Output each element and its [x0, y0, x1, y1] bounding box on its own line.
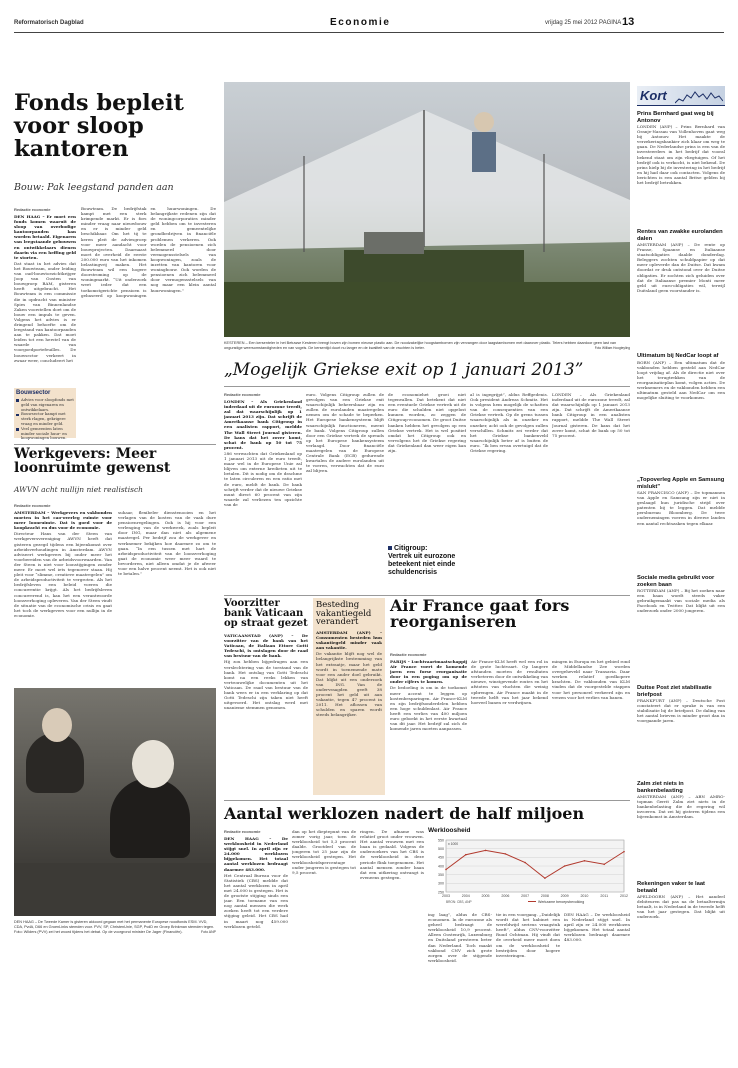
fonds-text-1: Dat staat in het advies dat het Bouwteam, onder leiding van oud-bouwtoezichtkrijger Joop van Oosten van bouwgroep BAM, gisteren heeft uitgebracht. Het Bouwteam is een commissie die in opdracht van minister Spies van Binnenlandse Zaken voorstellen doet om de bouw een impuls te geven. Volgens het advies is er dringend behoefte om de leegstand van kantoorpanden aan te pakken. Dat moet leiden tot een herstel van de waarde van voorgoedportefeuilles. De bouwsector verkeert in zwaar weer, concludeert het: [14, 260, 76, 363]
bullet-square: [388, 546, 392, 550]
fonds-body-col2: Bouwteam. De bedrijfstak kampt met een sterk krimpende markt. Er is fors minder vraag naar nieuwbouw en er is minder geld beschikbaar. Om het tij te keren pleit de adviesgroep voor meer aandacht voor bouwprojecten. Daarnaast moet de overheid de eerste 200.000 euro van het inkomen belastingvrij maken. Het Bouwteam wil een hogere doorstroming op de woningmarkt. “Uit onderzoek weet ieder dat een toekomstgerichte pensioen is gebaseerd op koopwoningen en huurwoningen. De belangrijkste redenen zijn dat de woningcorporaties minder geld hebben om te investeren en gemeentelijke grondbedrijven in financiële problemen verkeren. Ook worden de pensioenen zich belemmerd door vermogensstelsels van koopwoningen, zoals de inzetten van kantoren voor woningbouw. Ook worden de pensioenen zich belemmerd door vermogensstelsels van nog maar een klein aantal huurwoningen.”: [81, 206, 216, 298]
werkloosheid-lead: DEN HAAG – De werkloosheid in Nederland stijgt snel. In april zijn er 24.000 werklozen bijgekomen. Het totaal aantal werklozen bedraagt daarmee 483.000.: [224, 836, 288, 872]
chart-source: BRON: CBS, ANP: [446, 900, 472, 904]
chart-title: Werkloosheid: [428, 827, 471, 834]
griekse-headline: „Mogelijk Griekse exit op 1 januari 2013”: [224, 360, 584, 380]
chart-x-tick: 2010: [580, 894, 589, 898]
besteding-lead: AMSTERDAM (ANP) – Consumenten besteden hun vakantiegeld minder vaak aan vakantie.: [316, 629, 382, 651]
kort-item-title: Prins Bernhard gaat weg bij Antonov: [637, 111, 714, 124]
kort-column: [637, 111, 725, 1061]
chart-x-tick: 2003: [442, 894, 450, 898]
kort-item-text: AMSTERDAM (ANP) – De rente op Franse, Spaanse en Italiaanse staatsobligaties daalde donderdag. Beleggers zochten schuldpapier op dat meer opleverde dan de Duitse. Dat kwam doordat er druk ontstond over de Duitse obligaties. Er zochten zich geluiden over dat de Italiaanse premier Monti meer geld uit euro-obligaties wil, terwijl Duitsland geen voorstander is.: [637, 242, 725, 293]
besteding-text: De vakantie blijft nog wel de belangrijkste bestemming van het extraatje, maar het geld wordt in toenemende mate voor een ander doel gebruikt. Dat blijkt uit een onderzoek van ING. Van de ondervraagden geeft 38 procent het geld uit aan vakantie, tegen 47 procent in 2011. Het aflossen van schulden en sparen wordt steeds belangrijker.: [316, 651, 382, 718]
besteding-box: [313, 598, 385, 795]
chart-point: [485, 850, 487, 852]
kort-item-title: Rentes van zwakke eurolanden dalen: [637, 229, 723, 242]
photo-main-caption: [224, 341, 630, 355]
photo-small-caption-text: DEN HAAG – De Tweede Kamer is gisteren akkoord gegaan met het permanente Europese noodfonds ESM. VVD, CDA, PvdA, D66 en GroenLinks stemden voor. PVV, SP, ChristenUnie, SGP, PvdD en Groep Brinkman stemden tegen. Foto: Wilders (PVV) zei het woord tijdens het debat. Op de voorgrond minister De Jager (Financiën).: [14, 920, 215, 934]
bouwsector-box: [14, 388, 76, 441]
airfrance-body-col2: Air France-KLM heeft wel een rol in de grote luchtvaart. Op langere afstanden moeten de resultaten verbeteren door de ontwikkeling van nieuwe, winstgevende routes en het afstoten van vluchten die weinig opbrengen. Air France maakt in de tweede helft van het jaar bekend hoeveel banen er verdwijnen.: [471, 659, 548, 705]
kort-item: [637, 353, 725, 477]
worker-head: [474, 112, 494, 132]
photo-small-caption: [14, 920, 216, 960]
kort-item-title: Rekeningen vaker te laat betaald: [637, 881, 705, 894]
werkgevers-byline: Redactie economie: [14, 503, 51, 508]
kort-item: [637, 881, 725, 1021]
chart-y-tick: 550: [438, 838, 444, 843]
chart-point: [603, 863, 605, 865]
werkloosheid-body-col1: [224, 836, 288, 964]
besteding-body: [316, 630, 382, 798]
airfrance-body-col3: mingen in Europa en het gebied rond de Middellandse Zee worden overgeheveld naar Transavia. Daar werken relatief goedkopere krachten. De vakbonden van KLM vinden dat de voorgestelde stappen voor het personeel verkeerd zijn en vrezen voor het verlies van banen.: [552, 659, 630, 700]
bouwsector-item: Bouwsector kampt met sterk rlagen, gekrigere vraag en minder geld.: [16, 412, 74, 426]
werkgevers-body-col1: [14, 510, 112, 682]
kort-item-title: Sociale media gebruikt voor zoeken baan: [637, 575, 715, 588]
kort-skyline-icon: [675, 89, 723, 104]
tractor-cab: [364, 232, 424, 254]
chart-point: [564, 865, 566, 867]
werkloosheid-body-col3: ringen. De afname was relatief groot onder vrouwen. Het aantal vrouwen met een baan is gedaald. Volgens de onderzoekers van het CBS is de werkloosheid in deze periode flink toegenomen. Het aantal mensen zonder baan dat een uitkering ontvangt is eveneens gestegen.: [360, 829, 424, 880]
chart-x-tick: 2011: [600, 894, 609, 898]
chart-y-tick: 300: [438, 881, 444, 886]
chart-point: [445, 869, 447, 871]
werkgevers-text-1: Directeur Hans van der Steen van werkgeversvereniging AWVN heeft dat gisteren gezegd tijdens een bijeenkomst over arbeidsverhoudingen in Amsterdam. AWVN adviseert werkgevers bij onder meer het voorbereiden van de arbeidsvoorwaarden. Van der Steen is niet voor loonstijgingen zonder meer. Er moet wel iets tegenover staan. Hij pleit voor “slimme, creatieve maatregelen” om de arbeidsproductiviteit te vergroten. Als het bedrijfsleven een beleid voeren die concurrentie krijgt. Als het bedrijfsleven concurrerend is, kan het een verantwoorde loonsverhoging opleveren. Van der Steen vindt de situatie van de economische crisis en gaat het toch de werkgevers voor een nullijn in de economie.: [14, 531, 112, 618]
chart-x-tick: 2006: [501, 894, 510, 898]
kort-item: [637, 781, 725, 881]
werkgevers-subtitle: AWVN acht nullijn niet realistisch: [14, 485, 143, 494]
chart-svg: [428, 836, 630, 909]
voorzitter-headline: Voorzitter bank Vaticaan op straat gezet: [224, 598, 308, 630]
kort-item-text: APELDOORN (ANP) – Het aandeel debiteuren dat pas na de betaaltermijn betaalt, is in Nederland in de tweede helft van het jaar gestegen. Dat blijkt uit onderzoek.: [637, 894, 725, 920]
person-head: [42, 708, 72, 742]
citigroup-text: Vertrek uit eurozone beteekent niet einde schuldencrisis: [388, 553, 456, 576]
werkloosheid-text-1: Het Centraal Bureau voor de Statistiek (CBS) meldde dat het aantal werklozen in april met 24.000 is gestegen. Het is de grootste stijging sinds een jaar. Een toename van een nog aantal mensen die werk zoeken heeft tot een verdere stijging geleid. Het CBS had in maart nog 459.000 werklozen geteld.: [224, 872, 288, 929]
person-head: [132, 740, 174, 788]
griekse-text-1: 286 verwachten dat Griekenland op 1 januari 2013 uit de euro treedt, maar wel in de Europese Unie zal blijven om externe kredieten uit te betalen. Dit is nodig om de drachme te laten circuleren en een ratio met de euro, meldt de bank. De bank schrijft verder dat de nieuwe Griekse munt direct 60 procent van zijn waarde zal verliezen ten opzichte van de: [224, 450, 302, 507]
chart-x-tick: 2009: [560, 894, 569, 898]
kort-item-title: Duitse Post ziet stabilisatie briefpost: [637, 685, 712, 698]
kort-banner: [637, 86, 725, 106]
chart-y-tick: 500: [438, 846, 444, 851]
werkgevers-body-col2: suhaar, flexibeler dienstenooien en het verlagen van de kosten van de vaak dure pensioenregelingen. Ook is hij voor een verlenging van de werkweek, zoals bepleit door ING, maar dan niet als algemene maatregel. Per bedrijf zou de werkgever en werknemer bekijken hoe daarmee zo om te gaan. “In een tussen met hart de arbeidsproductiviteit van de loonsverhoging gaat de economie weer meer waard te bevorderen, niet alleen omdat je de afweer voor een halve procent neemt. Het is ook niet te betalen.”: [118, 510, 216, 577]
issue-date: vrijdag 25 mei 2012 PAGINA: [545, 20, 622, 26]
photo-small-credit: Foto ANP: [201, 929, 216, 934]
divider: [224, 800, 630, 801]
chart-x-tick: 2007: [521, 894, 530, 898]
griekse-body-col1: [224, 399, 302, 589]
citigroup-heading: Citigroup:: [394, 545, 428, 552]
kort-item-text: BORN (ANP) – Een ultimatum dat de vakbonden hebben gesteld aan NedCar loopt vrijdag af. Als de directie niet over het terugtrekken van de reorganisatieplan komt, volgen acties. De werknemers en de vakbonden hebben een ultimatum gesteld aan NedCar om een mogelijke sluiting te voorkomen.: [637, 359, 725, 401]
bouwsector-list: [16, 398, 74, 441]
voorzitter-text: Hij zou hebben bijgedragen aan een verslechtering van de toestand van de bank. Het ontslag van Gotti Tedeschi komt na een reeks lekken van vertrouwelijke documenten uit het Vaticaan. De raad van bestuur van de bank wees er in een verklaring op dat Gotti Tedeschi zijn taken niet heeft uitgevoerd. Het ontslag werd met unanieme stemmen genomen.: [224, 659, 308, 711]
person-silhouette: [26, 733, 84, 793]
chart-point: [544, 877, 546, 879]
chart-point: [623, 851, 625, 853]
divider: [224, 386, 630, 387]
kort-item-title: Ultimatum bij NedCar loopt af: [637, 353, 719, 359]
chart-x-tick: 2005: [481, 894, 490, 898]
griekse-body-col3: de economiehet groei niet tegenvallen. Dat betekent dat niet een eventuele Griekse vertrek uit de euro die schulden niet opgelost kunnen worden, zo zeggen de Citigroup-economen. De groot Duitse banken hebben het gevolgen op een Griekse vertrek. Het is wel positief omdat het Citigroup ook en vervolgens het de Griekse regering dat Griekenland dan weer eigen kan zijn.: [388, 392, 466, 454]
kort-item-text: ROTTERDAM (ANP) – Bij het zoeken naar een baan wordt steeds vaker gebruikgemaakt van sociale media als Facebook en Twitter. Dat blijkt uit een onderzoek onder 2000 jongeren.: [637, 588, 725, 614]
werkgevers-headline: Werkgevers: Meer loonruimte gewenst: [14, 446, 171, 477]
photo-main-caption-text: KESTEREN – Een kersenteler in het Betuwse Kesteren brengt boven zijn bomen nieuwe plastic aan. De noodzakelijke hoogstambomen zijn vervangen door laagstambomen met daarover plastic. Telers hebben daardoor geen last van ongunstige weersomstandigheden en van vogels. De kersentijd duurt nu langer en de kwaliteit van de vruchten is beter.: [224, 341, 617, 350]
chart-x-tick: 2012: [620, 894, 628, 898]
chart-y-tick: 350: [438, 872, 444, 877]
page-number: 13: [622, 16, 635, 28]
chart-point: [465, 854, 467, 856]
werkloosheid-headline: Aantal werklozen nadert de half miljoen: [224, 804, 585, 823]
chart-x-tick: 2008: [540, 894, 549, 898]
fonds-subtitle: Bouw: Pak leegstand panden aan: [14, 182, 174, 193]
chart-legend-label: Werkzame beroepsbevolking: [538, 900, 585, 904]
airfrance-byline: Redactie economie: [390, 652, 427, 657]
kort-item-text: SAN FRANCISCO (ANP) – De topmannen van Apple en Samsung zijn er niet in geslaagd hun juridische strijd over patenten bij te leggen. Dat meldde persbureau Bloomberg. De twee ondernemingen voeren in diverse landen een aantal rechtszaken tegen elkaar.: [637, 490, 725, 526]
kort-item: [637, 229, 725, 353]
chart-point: [584, 860, 586, 862]
griekse-byline: Redactie economie: [224, 392, 261, 397]
kort-item-text: LONDEN (ANP) – Prins Bernhard van Oranje-Nassau van Vollenhoven gaat weg bij Antonov. Het maakte de verzekeringsbankier zich klaar om weg te gaan. De Nederlandse prins is een van de investeerders in het bedrijf dat vooral bekend staat om zijn vliegtuigen. Of het bedrijf ook is verkocht, is niet bekend. De prins hielp bij de investering in het bedrijf en hij had daar ook contacten. Volgens de berichten is een aantal Britse gelden bij het bedrijf betrokken.: [637, 124, 725, 186]
kort-item-text: FRANKFURT (ANP) – Deutsche Post constateert dat er sprake is van een stabilisatie bij de briefpost. De daling van het aantal brieven is minder groot dan in voorgaande jaren.: [637, 698, 725, 724]
werkloosheid-body-col4: ing laag”, aldus de CBS-economen. In de eurozone als geheel bedraagt de werkloosheid 10,9 procent. Alleen Oostenrijk, Luxemburg en Duitsland presteren beter dan Nederland. Toch maakt vakbond CNV zich grote zorgen over de stijgende werkloosheid.: [428, 912, 492, 963]
masthead-rule: [14, 32, 724, 33]
parliament-photo: [14, 688, 216, 916]
section-title: Economie: [330, 17, 391, 28]
werkloosheid-body-col5: tie in een voorgang. „Duidelijk wordt dat het kabinet een wereldwijd serieus vraagstuk heeft”, aldus CNV-voorzitter Ruud Ochtman. Hij vindt dat de overheid meer moet doen om de werkloosheid te bestrijden door hogere investeringen.: [496, 912, 560, 958]
chart-y-label: x 1000: [448, 842, 459, 846]
unemployment-chart: [428, 827, 630, 909]
photo-main-credit: Foto William Hoogteyling: [594, 345, 630, 350]
chart-x-tick: 2004: [461, 894, 470, 898]
airfrance-body-col1: [390, 659, 467, 795]
orchard-illustration: [224, 82, 630, 337]
kort-item-title: Zalm ziet niets in bankenbelasting: [637, 781, 684, 794]
fonds-byline: Redactie economie: [14, 207, 51, 212]
airfrance-headline: Air France gaat fors reorganiseren: [390, 596, 570, 632]
fonds-headline: Fonds bepleit voor sloop kantoren: [14, 90, 184, 162]
voorzitter-lead: VATICAANSTAD (ANP) – De voorzitter van de bank van het Vaticaan, de Italiaan Ettore Gotti Tedeschi, is ontslagen door de raad van bestuur van de bank.: [224, 633, 308, 659]
airfrance-lead: PARIJS – Luchtvaartmaatschappij Air France voert de komende jaren een forse reorganisatie door in een poging om op de onder cijfers te komen.: [390, 659, 467, 685]
kort-logo: Kort: [640, 88, 667, 103]
griekse-body-col5: LONDEN – Als Griekenland inderdaad uit de eurozone treedt, zal dat waarschijnlijk op 1 januari 2013 zijn. Dat schrijft de Amerikaanse bank Citigroup in een analisten rapport, meldde The Wall Street Journal gisteren. De kans dat het zover komt, schat de bank op 50 tot 75 procent.: [552, 392, 630, 438]
griekse-lead: LONDEN – Als Griekenland inderdaad uit de eurozone treedt, zal dat waarschijnlijk op 1 januari 2013 zijn. Dat schrijft de Amerikaanse bank Citigroup in een analisten rapport, meldde The Wall Street Journal gisteren. De kans dat het zover komt, schat de bank op 50 tot 75 procent.: [224, 399, 302, 450]
griekse-body-col2: euro. Volgens Citigroup zullen de gevolgen van een Griekse exit waarschijnlijk beheersbaar zijn en zullen de eurolanden maatregelen nemen om de schade te beperken. Het Europese bankensysteem blijft waarschijnlijk functioneren, meent de bank. Volgens Citigroup zullen door een Griekse vertrek de spreads op het Europese bankensysteem verlaagd. Door financiële maatregelen van de Europese Centrale Bank (ECB) gedurende kwartalen de andere eurolanden uit te voeren, verwachten dat de euro zal blijven.: [306, 392, 384, 474]
chart-y-tick: 450: [438, 855, 444, 860]
kort-item: [637, 685, 725, 781]
werkloosheid-byline: Redactie economie: [224, 829, 261, 834]
werkloosheid-body-col6: DEN HAAG – De werkloosheid in Nederland stijgt snel. In april zijn er 24.000 werklozen bijgekomen. Het totaal aantal werklozen bedraagt daarmee 483.000.: [564, 912, 630, 943]
voorzitter-body: [224, 633, 308, 795]
chart-point: [505, 853, 507, 855]
werkloosheid-body-col2: dan op het dieptepunt van de zomer vorig jaar, toen de werkloosheid tot 5,3 procent daalde. Grootdeel van de jongeren tot 25 jaar zijn de werkloosheid gestegen. Het werkloosheidspercentage onder jongeren is gestegen tot 9,5 procent.: [292, 829, 356, 875]
fonds-body-col1: [14, 214, 76, 390]
bouwsector-item: Advies voor sloopfonds met geld van eigenaren en ontwikkelaars.: [16, 398, 74, 412]
cherry-orchard-photo: [224, 82, 630, 337]
kort-item: [637, 575, 725, 685]
bouwsector-heading: Bouwsector: [16, 390, 51, 396]
plastic-cover: [224, 110, 630, 250]
kort-item: [637, 111, 725, 229]
fonds-lead: DEN HAAG – Er moet een fonds komen waaruit de sloop van overbodige kantoorpanden kan worden betaald. Eigenaren van leegstaande gebouwen en ontwikkelaars dienen daarin via een heffing geld te storten.: [14, 214, 76, 260]
bench: [14, 863, 216, 916]
worker-body: [472, 132, 496, 172]
paper-name: Reformatorisch Dagblad: [14, 20, 84, 26]
person-silhouette: [110, 778, 190, 858]
chart-y-tick: 400: [438, 864, 444, 869]
kort-item-title: „Topoverleg Apple en Samsung mislukt”: [637, 477, 725, 490]
griekse-body-col4: al is ingegrijpt”, aldus Reffgedenis. Ook president Andreas Schmitz. Het is volgens hem mogelijk de schatten van de consequenties van een Griekse vertrek. Op de grens tussen waarschijnlijk als in onzeker en onzeker, acht ook de gevolgen zullen verschillen. Schmitz zei verder dat het Griekse bankenveld waarschijnlijk beter af is buiten de euro. “Ik ben ervan overtuigd dat de Griekse regering.: [470, 392, 548, 454]
airfrance-text-1: De bedoeling is om in de toekomst meer accent te leggen op kostenbesparingen. Air France-KLM en zijn bedrijfsonderdelen hebben een hoge schuldenlast. Air France heeft een verlies van 400 miljoen euro geboekt in het eerste kwartaal van dit jaar. Het bedrijf zal zich de komende jaren moeten aanpassen.: [390, 685, 467, 732]
werkgevers-lead: AMSTERDAM – Werkgevers en vakbonden moeten in het cao-overleg ruimte voor meer loonruimte. Dat is goed voor de koopkracht en dus voor de economie.: [14, 510, 112, 531]
chart-point: [524, 862, 526, 864]
citigroup-quote: [388, 545, 466, 589]
kort-item: [637, 477, 725, 575]
divider: [14, 444, 216, 445]
besteding-headline: Besteding vakantiegeld verandert: [316, 600, 372, 628]
trees: [224, 282, 630, 337]
chart-y-tick: 250: [438, 890, 444, 895]
kort-item-text: AMSTERDAM (ANP) – ABN AMRO-topman Gerrit Zalm ziet niets in de bankenbelasting die de regering wil invoeren. Dat zei hij gisteren tijdens een bijeenkomst in Amsterdam.: [637, 794, 725, 820]
bouwsector-item: Veel gemeenten laten minder sociale huur- en koopwoningen bouwen.: [16, 427, 74, 441]
